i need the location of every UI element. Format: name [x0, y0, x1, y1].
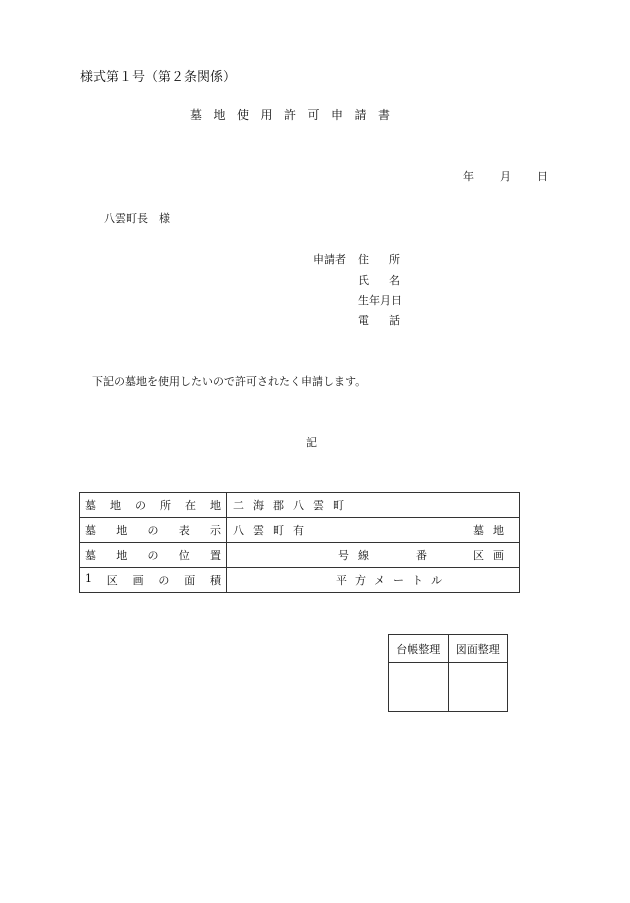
ki-label: 記 [306, 436, 317, 449]
day-label: 日 [537, 170, 548, 183]
address-label: 住所 [358, 253, 420, 266]
office-use-table [388, 634, 508, 712]
name-label: 氏名 [358, 274, 420, 287]
year-label: 年 [463, 170, 474, 183]
ledger-stamp-cell[interactable] [389, 663, 449, 712]
phone-label: 電話 [358, 314, 420, 327]
ledger-header: 台帳整理 [389, 635, 449, 663]
plot-area-label: 1 区 画 の 面 積 [80, 568, 227, 593]
drawing-header: 図面整理 [448, 635, 508, 663]
table-row [389, 663, 508, 712]
birthdate-label: 生年月日 [358, 294, 402, 307]
table-row [80, 493, 520, 518]
addressee: 八雲町長 様 [104, 212, 170, 225]
applicant-label: 申請者 [313, 253, 346, 266]
table-row [80, 518, 520, 543]
form-number: 様式第１号（第２条関係） [80, 70, 237, 85]
plot-area-value[interactable]: 平方メートル [227, 568, 520, 593]
grave-display-value[interactable]: 八雲町有 墓地 [227, 518, 520, 543]
document-title: 墓地使用許可申請書 [190, 108, 402, 122]
month-label: 月 [500, 170, 511, 183]
date-line [463, 168, 548, 184]
request-text: 下記の墓地を使用したいので許可されたく申請します。 [92, 375, 367, 388]
grave-info-table [79, 492, 520, 593]
table-row [80, 543, 520, 568]
grave-location-label: 墓 地 の 所 在 地 [80, 493, 227, 518]
grave-position-label: 墓 地 の 位 置 [80, 543, 227, 568]
drawing-stamp-cell[interactable] [448, 663, 508, 712]
table-row [389, 635, 508, 663]
grave-position-value[interactable]: 号線 番 区画 [227, 543, 520, 568]
grave-location-value[interactable]: 二海郡八雲町 [227, 493, 520, 518]
grave-display-label: 墓 地 の 表 示 [80, 518, 227, 543]
table-row [80, 568, 520, 593]
